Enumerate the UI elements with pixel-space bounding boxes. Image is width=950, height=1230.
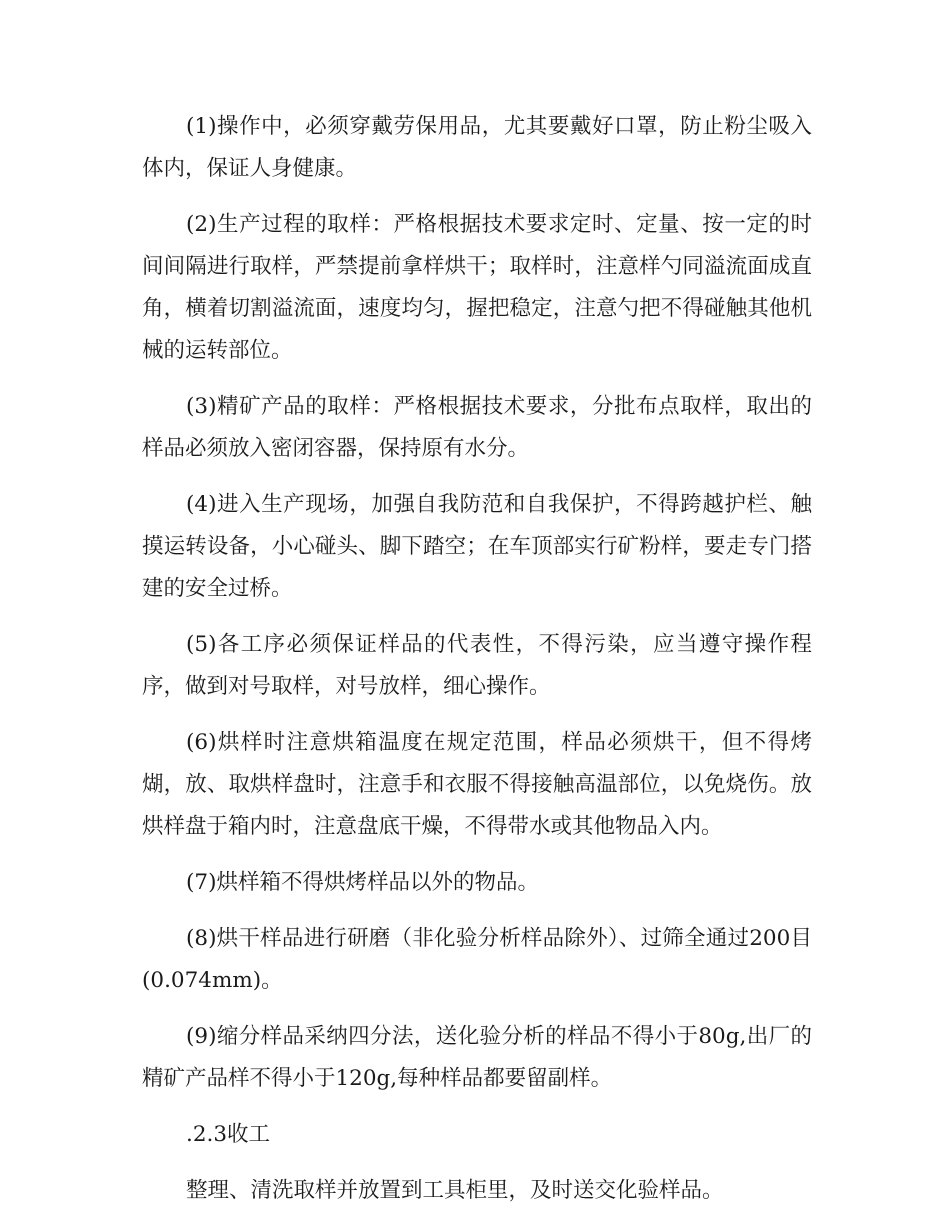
paragraph-item-9: (9)缩分样品采纳四分法，送化验分析的样品不得小于80g,出厂的精矿产品样不得小于120g,每种样品都要留副样。 [142,1024,812,1091]
paragraph-item-5: (5)各工序必须保证样品的代表性，不得污染，应当遵守操作程序，做到对号取样，对号放样，细心操作。 [142,632,812,699]
paragraph-item-7: (7)烘样箱不得烘烤样品以外的物品。 [186,870,539,895]
paragraph-item-3: (3)精矿产品的取样：严格根据技术要求，分批布点取样，取出的样品必须放入密闭容器，保持原有水分。 [142,394,812,461]
section-heading: .2.3收工 [186,1122,271,1147]
paragraph-item-8: (8)烘干样品进行研磨（非化验分析样品除外）、过筛全通过200目(0.074mm)。 [142,926,812,993]
closing-paragraph: 整理、清洗取样并放置到工具柜里，及时送交化验样品。 [186,1178,724,1203]
paragraph-item-1: (1)操作中，必须穿戴劳保用品，尤其要戴好口罩，防止粉尘吸入体内，保证人身健康。 [142,114,812,181]
paragraph-item-2: (2)生产过程的取样：严格根据技术要求定时、定量、按一定的时间间隔进行取样，严禁提前拿样烘干；取样时，注意样勺同溢流面成直角，横着切割溢流面，速度均匀，握把稳定，注意勺把不得碰触其他机械的运转部位。 [142,212,812,363]
document-body [142,106,812,1212]
paragraph-item-6: (6)烘样时注意烘箱温度在规定范围，样品必须烘干，但不得烤煳，放、取烘样盘时，注意手和衣服不得接触高温部位，以免烧伤。放烘样盘于箱内时，注意盘底干燥，不得带水或其他物品入内。 [142,730,812,839]
paragraph-item-4: (4)进入生产现场，加强自我防范和自我保护，不得跨越护栏、触摸运转设备，小心碰头、脚下踏空；在车顶部实行矿粉样，要走专门搭建的安全过桥。 [142,492,812,601]
